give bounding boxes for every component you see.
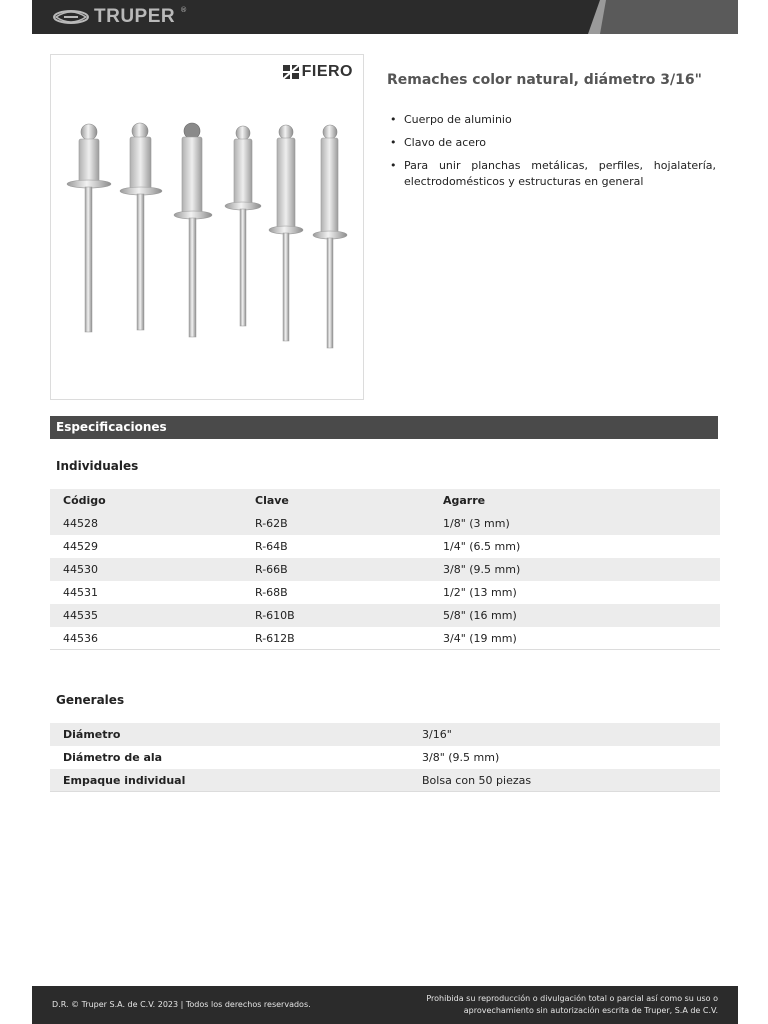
cell-clave: R-62B [255,517,288,530]
specifications-bar: Especificaciones [50,416,718,439]
table-row [50,535,720,558]
spec-label: Empaque individual [63,773,186,787]
cell-codigo: 44535 [63,609,98,622]
product-title: Remaches color natural, diámetro 3/16" [387,72,702,88]
cell-agarre: 3/4" (19 mm) [443,631,517,645]
cell-codigo: 44530 [63,563,98,576]
footer-bar [32,986,738,1024]
spec-label: Diámetro [63,728,121,741]
fiero-brand-text: FIERO [301,63,353,80]
cell-agarre: 3/8" (9.5 mm) [443,563,521,576]
footer-disclaimer [388,993,718,1017]
cell-agarre: 5/8" (16 mm) [443,609,517,622]
top-header-bar [32,0,738,34]
cell-codigo: 44531 [63,586,98,599]
registered-mark: ® [180,6,188,14]
footer-disclaimer-line: aprovechamiento sin autorización escrita de Truper, S.A de C.V. [463,1006,718,1015]
truper-logo[interactable] [52,6,187,28]
individuales-table [50,489,720,650]
feature-item: • Para unir planchas metálicas, perfiles, hojalatería, electrodomésticos y estructuras en general [390,158,716,190]
feature-list [390,112,716,197]
footer-disclaimer-line: Prohibida su reproducción o divulgación total o parcial así como su uso o [426,994,718,1003]
truper-logo-text: TRUPER [94,6,176,27]
table-row [50,769,720,792]
spec-label: Diámetro de ala [63,751,163,764]
cell-clave: R-68B [255,586,288,599]
footer-copyright: D.R. © Truper S.A. de C.V. 2023 | Todos los derechos reservados. [52,1000,311,1009]
table-row [50,746,720,769]
table-row [50,723,720,746]
header-clave: Clave [255,494,289,507]
product-image-frame [50,54,364,400]
cell-agarre: 1/8" (3 mm) [443,517,510,530]
rivets-image [51,55,365,401]
cell-codigo: 44529 [63,540,98,553]
table-row [50,558,720,581]
table-row [50,627,720,650]
feature-item: • Clavo de acero [390,135,716,151]
cell-agarre: 1/4" (6.5 mm) [443,540,521,553]
cell-codigo: 44528 [63,517,98,530]
cell-agarre: 1/2" (13 mm) [443,586,517,599]
table-row [50,512,720,535]
header-codigo: Código [63,494,106,507]
cell-clave: R-64B [255,540,288,553]
table-row [50,581,720,604]
header-agarre: Agarre [443,494,486,507]
header-decoration-inner [600,0,738,34]
generales-title: Generales [56,693,125,707]
cell-codigo: 44536 [63,631,98,645]
generales-table [50,723,720,792]
truper-wings-icon [52,9,90,25]
individuales-title: Individuales [56,459,139,473]
spec-value: Bolsa con 50 piezas [422,773,532,787]
cell-clave: R-612B [255,631,295,645]
spec-value: 3/16" [422,728,452,741]
feature-item: • Cuerpo de aluminio [390,112,716,128]
table-header-row [50,489,720,512]
spec-value: 3/8" (9.5 mm) [422,751,500,764]
cell-clave: R-610B [255,609,295,622]
cell-clave: R-66B [255,563,288,576]
table-row [50,604,720,627]
